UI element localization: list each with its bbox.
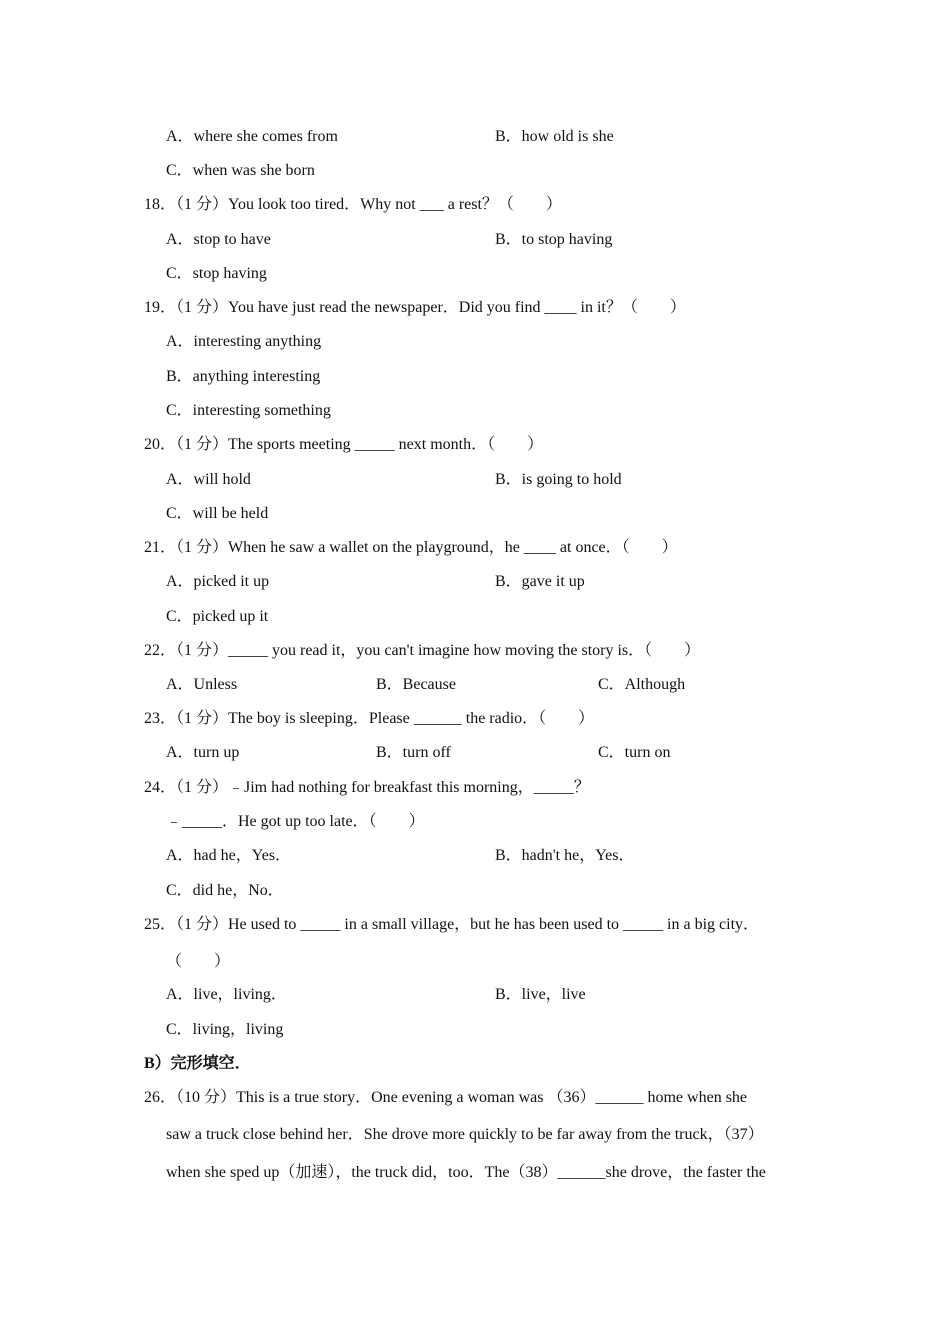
q19-option-c: C．interesting something [166,402,331,419]
q20-stem: 20．（1 分）The sports meeting _____ next month．（ ） [144,436,544,453]
q24-option-c: C．did he，No． [166,882,284,899]
q21-stem: 21．（1 分）When he saw a wallet on the playground，he ____ at once．（ ） [144,539,678,556]
q18-option-c: C．stop having [166,265,267,282]
q17-option-a: A．where she comes from [166,128,338,145]
q17-option-c: C．when was she born [166,162,315,179]
q25-option-a: A．live，living． [166,986,287,1003]
q23-option-c: C．turn on [598,744,671,761]
q18-option-b: B．to stop having [495,231,613,248]
q20-option-b: B．is going to hold [495,471,622,488]
q19-option-b: B．anything interesting [166,368,321,385]
q21-option-b: B．gave it up [495,573,585,590]
q25-stem-continuation: （ ） [166,953,231,970]
q26-line-2: saw a truck close behind her．She drove more quickly to be far away from the truck，（37） [166,1126,764,1143]
q24-option-b: B．hadn't he，Yes． [495,847,635,864]
q25-option-b: B．live，live [495,986,586,1003]
q18-stem: 18．（1 分）You look too tired．Why not ___ a rest？（ ） [144,196,562,213]
q19-stem: 19．（1 分）You have just read the newspaper．Did you find ____ in it？（ ） [144,299,686,316]
q22-option-a: A．Unless [166,676,238,693]
q24-option-a: A．had he，Yes． [166,847,292,864]
q22-option-b: B．Because [376,676,456,693]
q23-option-b: B．turn off [376,744,451,761]
q21-option-c: C．picked up it [166,608,269,625]
q19-option-a: A．interesting anything [166,333,322,350]
section-heading: B）完形填空． [144,1055,251,1072]
q25-stem: 25．（1 分）He used to _____ in a small village，but he has been used to _____ in a big city． [144,916,760,933]
q22-option-c: C．Although [598,676,686,693]
q20-option-a: A．will hold [166,471,251,488]
q24-stem-continuation: ﹣_____．He got up too late．（ ） [166,813,425,830]
q17-option-b: B．how old is she [495,128,614,145]
q23-stem: 23．（1 分）The boy is sleeping．Please ______ the radio．（ ） [144,710,595,727]
q25-option-c: C．living，living [166,1021,284,1038]
q18-option-a: A．stop to have [166,231,271,248]
q21-option-a: A．picked it up [166,573,270,590]
q23-option-a: A．turn up [166,744,240,761]
q22-stem: 22．（1 分）_____ you read it，you can't imagine how moving the story is．（ ） [144,642,701,659]
q24-stem: 24．（1 分）﹣Jim had nothing for breakfast this morning，_____？ [144,779,590,796]
q26-line-1: 26．（10 分）This is a true story．One evening a woman was （36）______ home when she [144,1089,748,1106]
q20-option-c: C．will be held [166,505,269,522]
q26-line-3: when she sped up（加速），the truck did，too．The（38）______she drove，the faster the [166,1164,766,1181]
